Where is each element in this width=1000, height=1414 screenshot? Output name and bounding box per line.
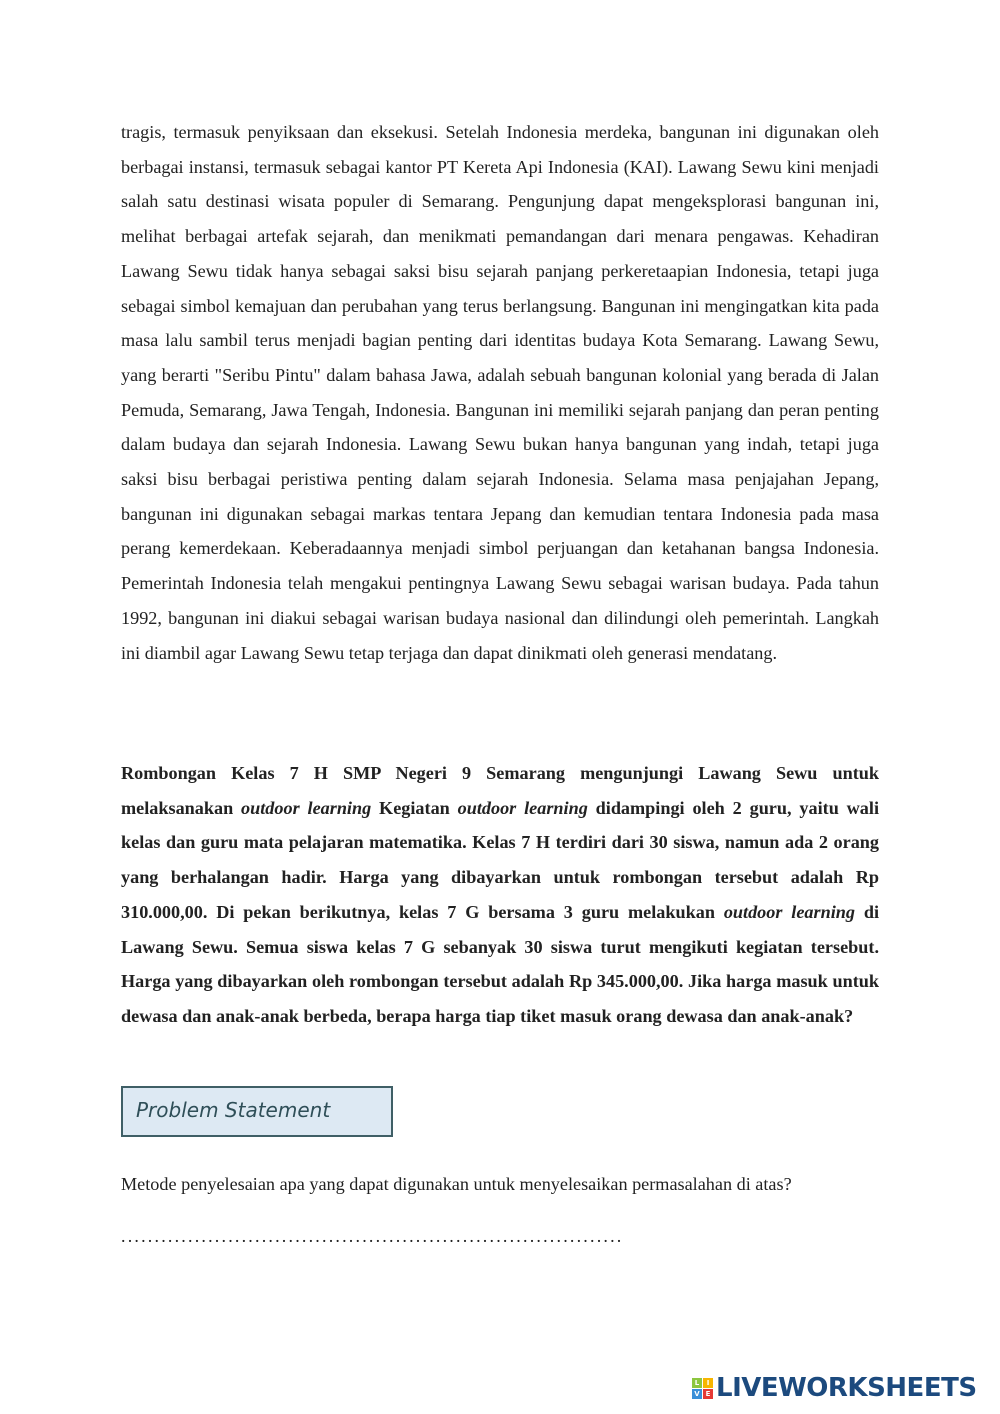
logo-tile: V <box>692 1389 702 1399</box>
answer-field[interactable]: ........................................................................... <box>121 1226 624 1246</box>
problem-text-italic: outdoor learning <box>241 797 372 818</box>
problem-text: Rombongan Kelas 7 H SMP Negeri 9 Semarang mengunjungi Lawang Sewu untuk melaksanakan <box>121 763 879 818</box>
logo-tiles-icon <box>692 1378 713 1399</box>
question-text: Metode penyelesaian apa yang dapat digunakan untuk menyelesaikan permasalahan di atas? <box>121 1174 792 1194</box>
logo-text: LIVEWORKSHEETS <box>716 1373 977 1403</box>
logo-tile: L <box>692 1378 702 1388</box>
problem-text-italic: outdoor learning <box>723 901 855 922</box>
problem-text: didampingi oleh 2 guru, yaitu wali kelas dan guru mata pelajaran matematika. Kelas 7 H terdiri dari 30 siswa, namun ada 2 orang yang berhalangan hadir. Harga yang dibayarkan untuk rombongan tersebut adalah Rp 310.000,00. Di pekan berikutnya, kelas 7 G bersama 3 guru melakukan <box>121 797 879 922</box>
logo-tile: I <box>703 1378 713 1388</box>
problem-text: di Lawang Sewu. Semua siswa kelas 7 G sebanyak 30 siswa turut mengikuti kegiatan tersebut. Harga yang dibayarkan oleh rombongan tersebut adalah Rp 345.000,00. Jika harga masuk untuk dewasa dan anak-anak berbeda, berapa harga tiap tiket masuk orang dewasa dan anak-anak? <box>121 901 880 1026</box>
problem-paragraph <box>121 756 879 1034</box>
logo-tile: E <box>703 1389 713 1399</box>
problem-text-italic: outdoor learning <box>457 797 588 818</box>
liveworksheets-logo <box>692 1373 977 1403</box>
problem-statement-heading <box>121 1086 393 1137</box>
problem-text: Kegiatan <box>371 797 458 818</box>
article-paragraph: tragis, termasuk penyiksaan dan eksekusi. Setelah Indonesia merdeka, bangunan ini digunakan oleh berbagai instansi, termasuk sebagai kantor PT Kereta Api Indonesia (KAI). Lawang Sewu kini menjadi salah satu destinasi wisata populer di Semarang. Pengunjung dapat mengeksplorasi bangunan ini, melihat berbagai artefak sejarah, dan menikmati pemandangan dari menara pengawas. Kehadiran Lawang Sewu tidak hanya sebagai saksi bisu sejarah panjang perkeretaapian Indonesia, tetapi juga sebagai simbol kemajuan dan perubahan yang terus berlangsung. Bangunan ini mengingatkan kita pada masa lalu sambil terus menjadi bagian penting dari identitas budaya Kota Semarang. Lawang Sewu, yang berarti "Seribu Pintu" dalam bahasa Jawa, adalah sebuah bangunan kolonial yang berada di Jalan Pemuda, Semarang, Jawa Tengah, Indonesia. Bangunan ini memiliki sejarah panjang dan peran penting dalam budaya dan sejarah Indonesia. Lawang Sewu bukan hanya bangunan yang indah, tetapi juga saksi bisu berbagai peristiwa penting dalam sejarah Indonesia. Selama masa penjajahan Jepang, bangunan ini digunakan sebagai markas tentara Jepang dan kemudian tentara Indonesia pada masa perang kemerdekaan. Keberadaannya menjadi simbol perjuangan dan ketahanan bangsa Indonesia. Pemerintah Indonesia telah mengakui pentingnya Lawang Sewu sebagai warisan budaya. Pada tahun 1992, bangunan ini diakui sebagai warisan budaya nasional dan dilindungi oleh pemerintah. Langkah ini diambil agar Lawang Sewu tetap terjaga dan dapat dinikmati oleh generasi mendatang. <box>121 122 879 663</box>
problem-statement-label: Problem Statement <box>136 1098 331 1122</box>
